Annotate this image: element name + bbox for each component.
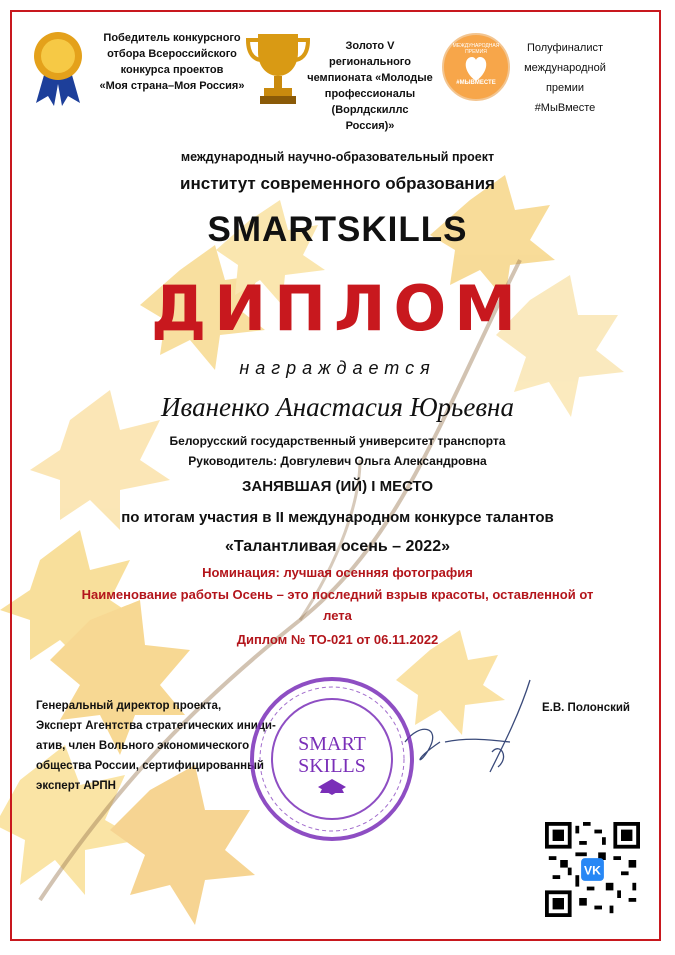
svg-text:VK: VK: [584, 863, 601, 878]
diploma-title: ДИПЛОМ: [151, 272, 524, 345]
brand-title: SMARTSKILLS: [207, 210, 468, 249]
contest-name: «Талантливая осень – 2022»: [225, 538, 450, 555]
awarded-caption: награждается: [239, 358, 436, 378]
trophy-icon: [246, 30, 310, 106]
qr-code[interactable]: [545, 822, 640, 917]
director-name: Е.В. Полонский: [542, 702, 630, 714]
work-title-line2: лета: [323, 608, 352, 623]
organization-text: Белорусский государственный университет транспорта: [169, 434, 506, 448]
badge-ring-text: МЕЖДУНАРОДНАЯ ПРЕМИЯ: [452, 43, 500, 55]
qr-code-icon: [545, 822, 640, 917]
nomination-text: Номинация: лучшая осенняя фотография: [202, 565, 473, 580]
director-title: Генеральный директор проекта, Эксперт Агентства стратегических иници- атив, член Вольного экономического общества России, сертифицированный эксперт АРПН: [36, 700, 276, 792]
supervisor-text: Руководитель: Довгулевич Ольга Александровна: [188, 454, 487, 468]
mywe-badge: [442, 33, 510, 101]
work-title-line1: Наименование работы Осень – это последний взрыв красоты, оставленной от: [81, 587, 594, 602]
contest-line: по итогам участия в II международном конкурсе талантов: [121, 509, 554, 526]
recipient-name: Иваненко Анастасия Юрьевна: [161, 392, 514, 422]
project-subtitle: международный научно-образовательный проект: [180, 150, 495, 164]
award-middle: Золото V регионального чемпионата «Молодые профессионалы (Ворлдскиллс Россия)»: [307, 40, 433, 132]
institute-title: институт современного образования: [180, 174, 495, 193]
stamp-text-skills: SKILLS: [298, 755, 366, 777]
handwritten-signature: [400, 672, 550, 782]
diploma-number: Диплом № ТО-021 от 06.11.2022: [236, 632, 439, 647]
place-text: ЗАНЯВШАЯ (ИЙ) I МЕСТО: [241, 478, 433, 495]
stamp-text-smart: SMART: [298, 733, 366, 755]
award-left: Победитель конкурсного отбора Всероссийского конкурса проектов «Моя страна–Моя Россия»: [99, 32, 245, 92]
company-stamp: [248, 675, 416, 843]
award-right: Полуфиналист международной премии #МыВместе: [524, 42, 606, 114]
badge-text: #МЫВМЕСТЕ: [456, 80, 496, 86]
medal-icon: [28, 28, 88, 108]
